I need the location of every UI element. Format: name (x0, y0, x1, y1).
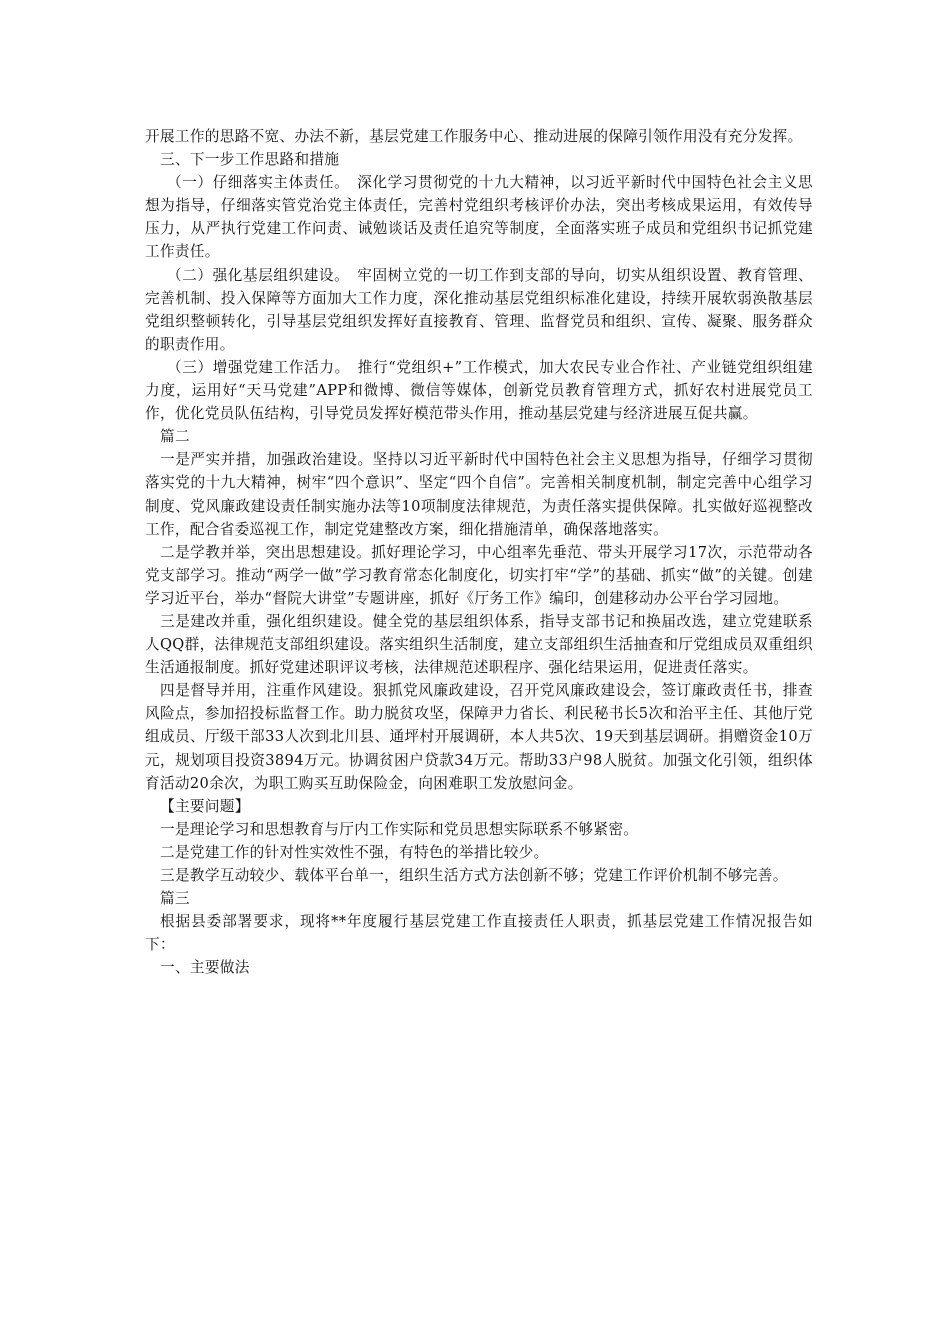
paragraph: （三）增强党建工作活力。 推行“党组织+”工作模式，加大农民专业合作社、产业链党组织组建力度，运用好“天马党建”APP和微博、微信等媒体，创新党员教育管理方式，抓好农村进展党员工作，优化党员队伍结构，引导党员发挥好模范带头作用，推动基层党建与经济进展互促共赢。 (145, 358, 813, 423)
paragraph: 四是督导并用，注重作风建设。狠抓党风廉政建设，召开党风廉政建设会，签订廉政责任书，排查风险点，参加招投标监督工作。助力脱贫攻坚，保障尹力省长、利民秘书长5次和治平主任、其他厅党组成员、厅级干部33人次到北川县、通坪村开展调研，本人共5次、19天到基层调研。捐赠资金10万元，规划项目投资3894万元。协调贫困户贷款34万元。帮助33户98人脱贫。加强文化引领，组织体育活动20余次，为职工购买互助保险金，向困难职工发放慰问金。 (145, 682, 813, 792)
paragraph: （二）强化基层组织建设。 牢固树立党的一切工作到支部的导向，切实从组织设置、教育管理、完善机制、投入保障等方面加大工作力度，深化推动基层党组织标准化建设，持续开展软弱涣散基层党组织整顿转化，引导基层党组织发挥好直接教育、管理、监督党员和组织、宣传、凝聚、服务群众的职责作用。 (145, 266, 813, 353)
paragraph: 开展工作的思路不宽、办法不新，基层党建工作服务中心、推动进展的保障引领作用没有充分发挥。 (145, 128, 803, 145)
paragraph: 三是建改并重，强化组织建设。健全党的基层组织体系，指导支部书记和换届改选，建立党建联系人QQ群，法律规范支部组织建设。落实组织生活制度，建立支部组织生活抽查和厅党组成员双重组织生活通报制度。抓好党建述职评议考核，法律规范述职程序、强化结果运用，促进责任落实。 (145, 612, 813, 677)
paragraph: 二是学教并举，突出思想建设。抓好理论学习，中心组率先垂范、带头开展学习17次，示范带动各党支部学习。推动“两学一做”学习教育常态化制度化，切实打牢“学”的基础、抓实“做”的关键。创建学习近平台，举办“督院大讲堂”专题讲座，抓好《厅务工作》编印，创建移动办公平台学习园地。 (145, 543, 813, 607)
section-heading: 三、下一步工作思路和措施 (160, 151, 340, 169)
section-heading: 【主要问题】 (160, 797, 250, 815)
paragraph: 二是党建工作的针对性实效性不强，有特色的举措比较少。 (160, 843, 549, 861)
paragraph: 一是理论学习和思想教育与厅内工作实际和党员思想实际联系不够紧密。 (160, 820, 639, 838)
document-body (145, 125, 813, 979)
section-heading: 篇三 (160, 890, 190, 908)
section-heading: 篇二 (160, 428, 190, 446)
paragraph: 根据县委部署要求，现将**年度履行基层党建工作直接责任人职责，抓基层党建工作情况报告如下： (145, 913, 813, 954)
paragraph: 三是教学互动较少、载体平台单一，组织生活方式方法创新不够；党建工作评价机制不够完善。 (160, 867, 788, 884)
section-heading: 一、主要做法 (160, 959, 250, 977)
paragraph: 一是严实并措，加强政治建设。坚持以习近平新时代中国特色社会主义思想为指导，仔细学习贯彻落实党的十九大精神，树牢“四个意识”、坚定“四个自信”。完善相关制度机制，制定完善中心组学习制度、党风廉政建设责任制实施办法等10项制度法律规范，为责任落实提供保障。扎实做好巡视整改工作，配合省委巡视工作，制定党建整改方案，细化措施清单，确保落地落实。 (145, 451, 813, 538)
paragraph: （一）仔细落实主体责任。 深化学习贯彻党的十九大精神，以习近平新时代中国特色社会主义思想为指导，仔细落实管党治党主体责任，完善村党组织考核评价办法，突出考核成果运用，有效传导压力，从严执行党建工作问责、诫勉谈话及责任追究等制度，全面落实班子成员和党组织书记抓党建工作责任。 (145, 174, 813, 261)
